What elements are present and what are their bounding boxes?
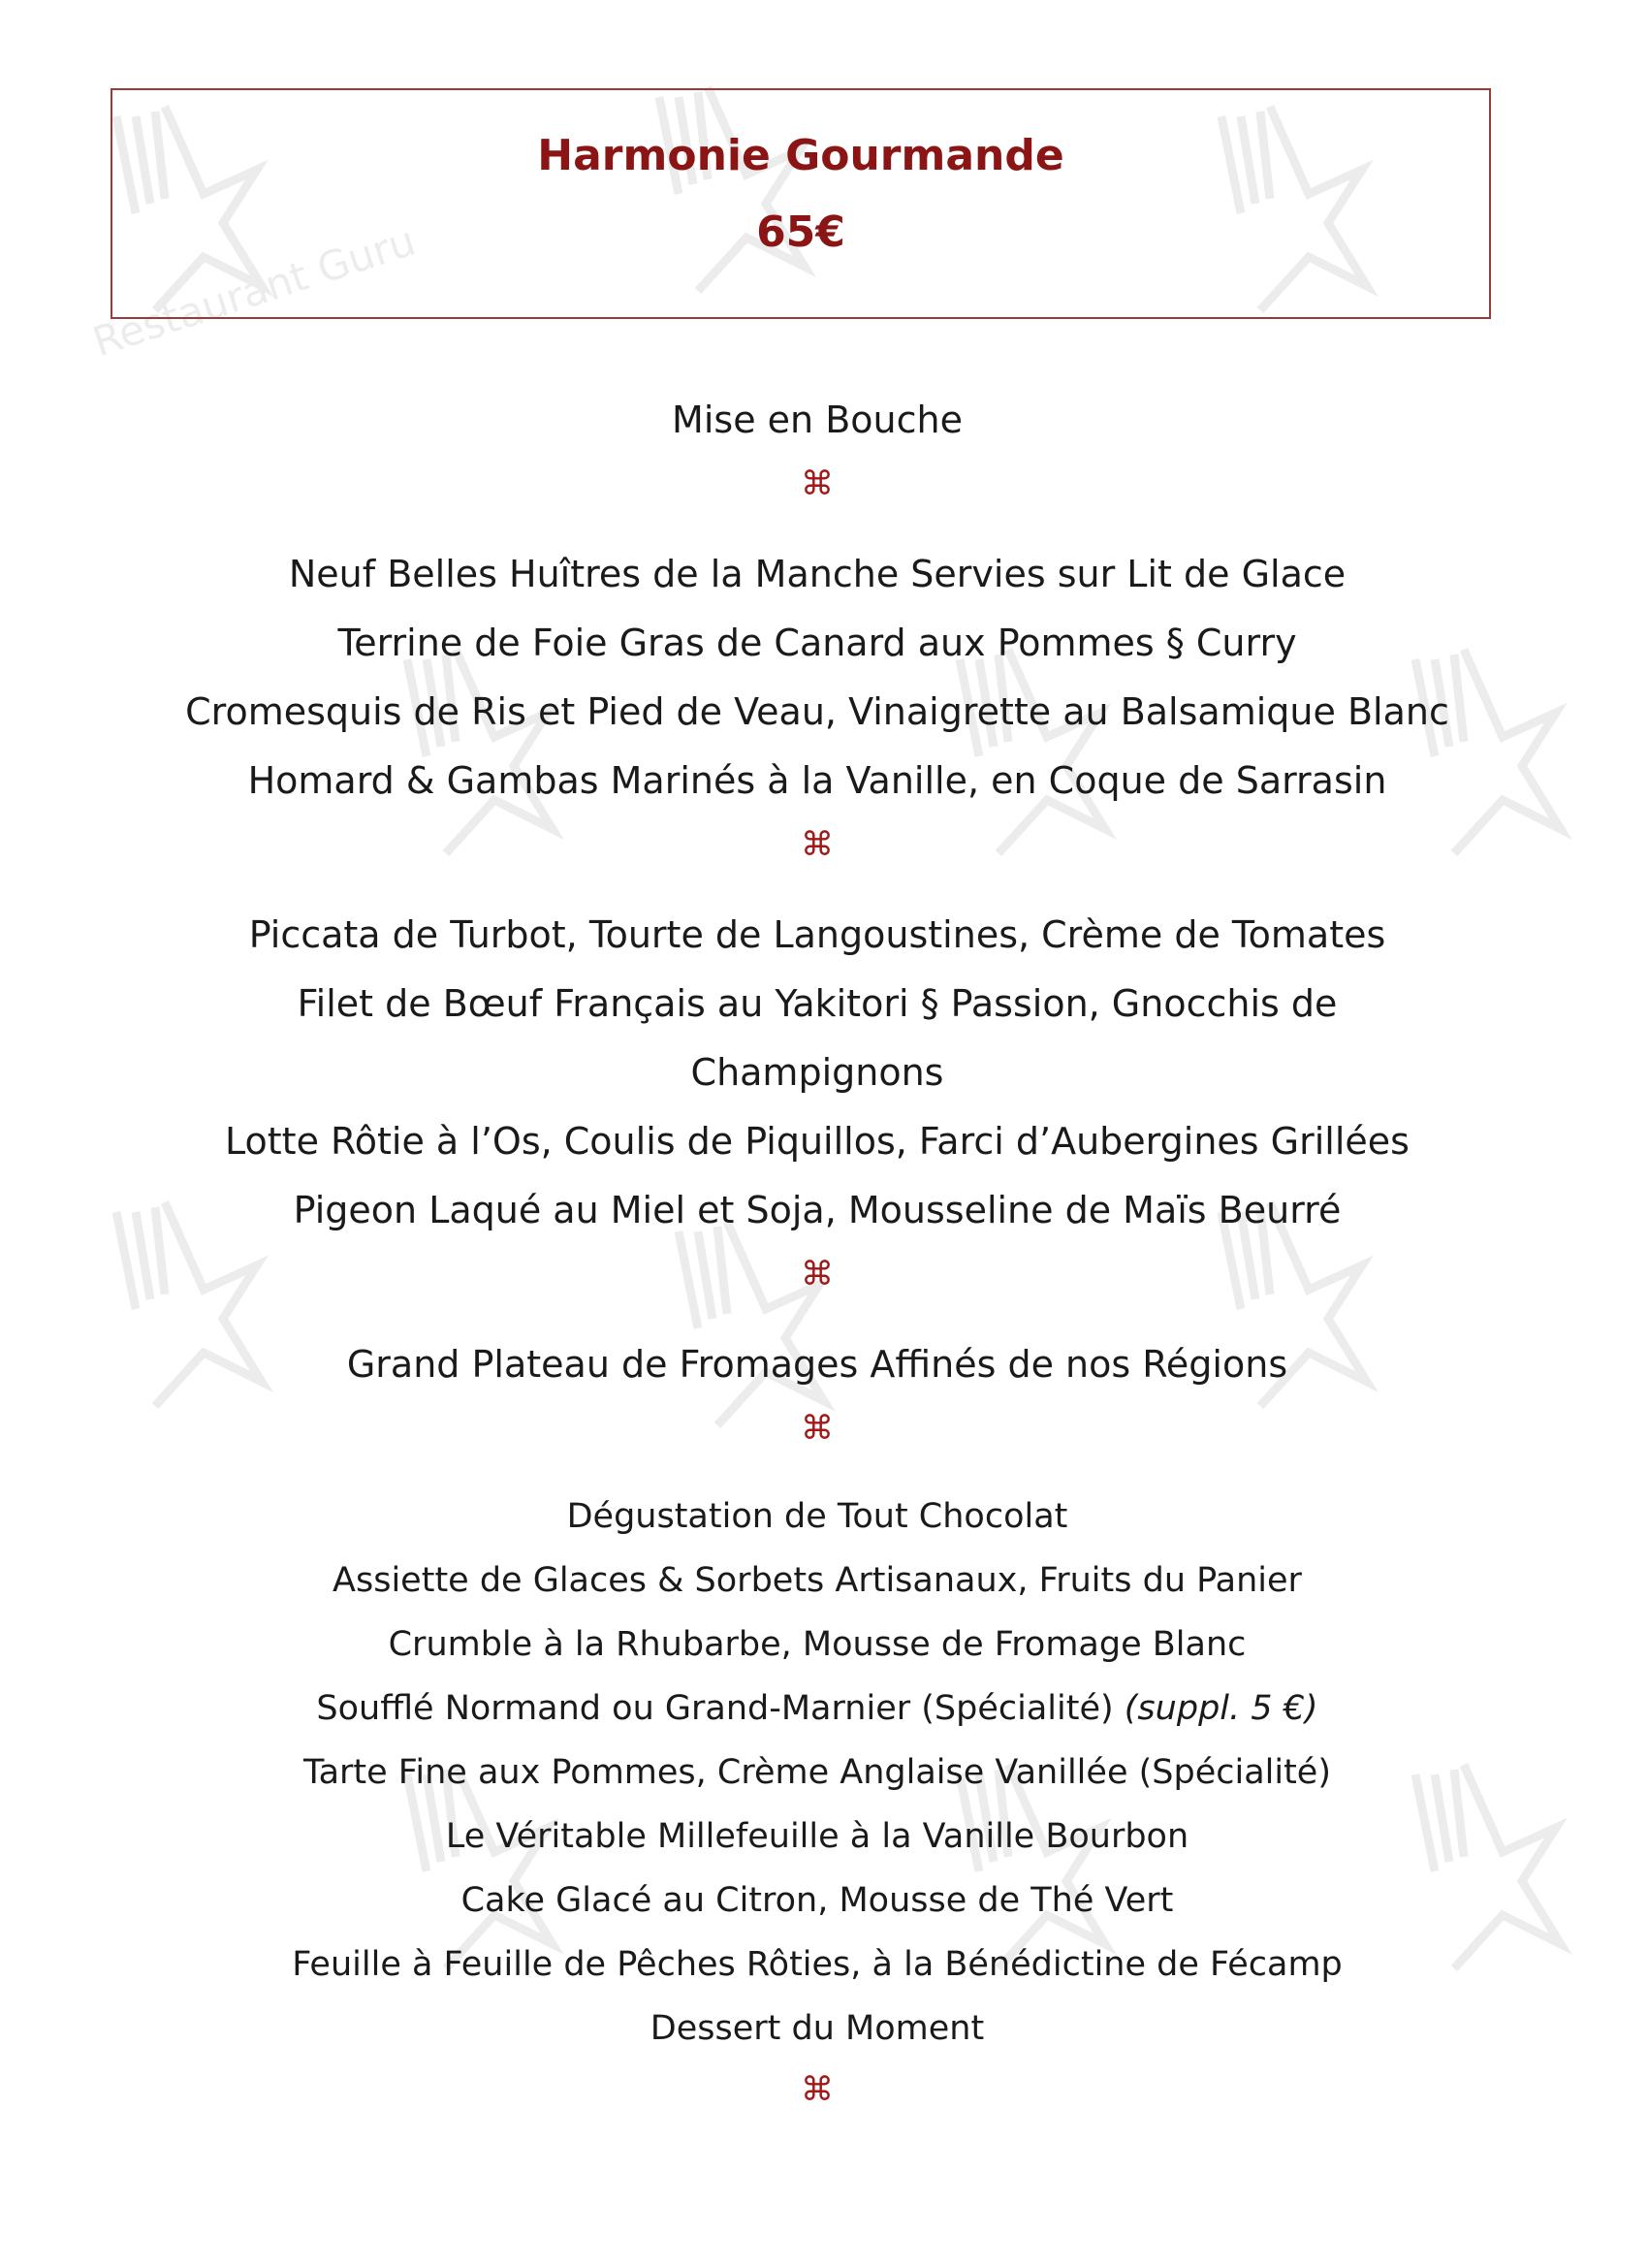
menu-item: Cake Glacé au Citron, Mousse de Thé Vert: [460, 1881, 1174, 1920]
menu-item: Homard & Gambas Marinés à la Vanille, en Coque de Sarrasin: [247, 759, 1387, 802]
separator-icon: ⌘: [801, 464, 834, 503]
menu-item: Neuf Belles Huîtres de la Manche Servies sur Lit de Glace: [288, 553, 1347, 595]
menu-content: [116, 386, 1518, 2119]
menu-item: Le Véritable Millefeuille à la Vanille Bourbon: [445, 1817, 1189, 1856]
menu-item: [116, 1677, 1518, 1741]
menu-title: Harmonie Gourmande: [537, 131, 1064, 180]
menu-price: 65€: [756, 207, 845, 257]
menu-item: Pigeon Laqué au Miel et Soja, Mousseline de Maïs Beurré: [293, 1189, 1342, 1231]
separator-icon: ⌘: [801, 1255, 834, 1294]
menu-item-text: Soufflé Normand ou Grand-Marnier (Spécialité): [316, 1689, 1114, 1728]
menu-item: Tarte Fine aux Pommes, Crème Anglaise Vanillée (Spécialité): [303, 1753, 1331, 1792]
watermark-text: Restaurant Guru: [86, 216, 422, 367]
menu-item: Terrine de Foie Gras de Canard aux Pommes § Curry: [337, 622, 1297, 664]
separator-icon: ⌘: [801, 825, 834, 864]
menu-item: Champignons: [690, 1051, 944, 1094]
menu-item: Dessert du Moment: [650, 2009, 985, 2048]
menu-item: Mise en Bouche: [672, 399, 963, 441]
separator-icon: ⌘: [801, 1409, 834, 1448]
supplement-note: (suppl. 5 €): [1124, 1689, 1318, 1728]
menu-item: Crumble à la Rhubarbe, Mousse de Fromage Blanc: [388, 1625, 1247, 1664]
menu-item: Cromesquis de Ris et Pied de Veau, Vinaigrette au Balsamique Blanc: [185, 690, 1449, 733]
menu-item: Lotte Rôtie à l’Os, Coulis de Piquillos, Farci d’Aubergines Grillées: [225, 1120, 1410, 1163]
menu-item: Feuille à Feuille de Pêches Rôties, à la Bénédictine de Fécamp: [292, 1945, 1343, 1984]
menu-item: Grand Plateau de Fromages Affinés de nos Régions: [346, 1343, 1288, 1386]
menu-item: Dégustation de Tout Chocolat: [566, 1497, 1068, 1536]
menu-item: Piccata de Turbot, Tourte de Langoustines, Crème de Tomates: [248, 913, 1386, 956]
menu-item: Filet de Bœuf Français au Yakitori § Passion, Gnocchis de: [297, 982, 1338, 1025]
separator-icon: ⌘: [801, 2070, 834, 2109]
menu-item: Assiette de Glaces & Sorbets Artisanaux, Fruits du Panier: [333, 1561, 1302, 1600]
menu-title-box: [111, 88, 1491, 319]
